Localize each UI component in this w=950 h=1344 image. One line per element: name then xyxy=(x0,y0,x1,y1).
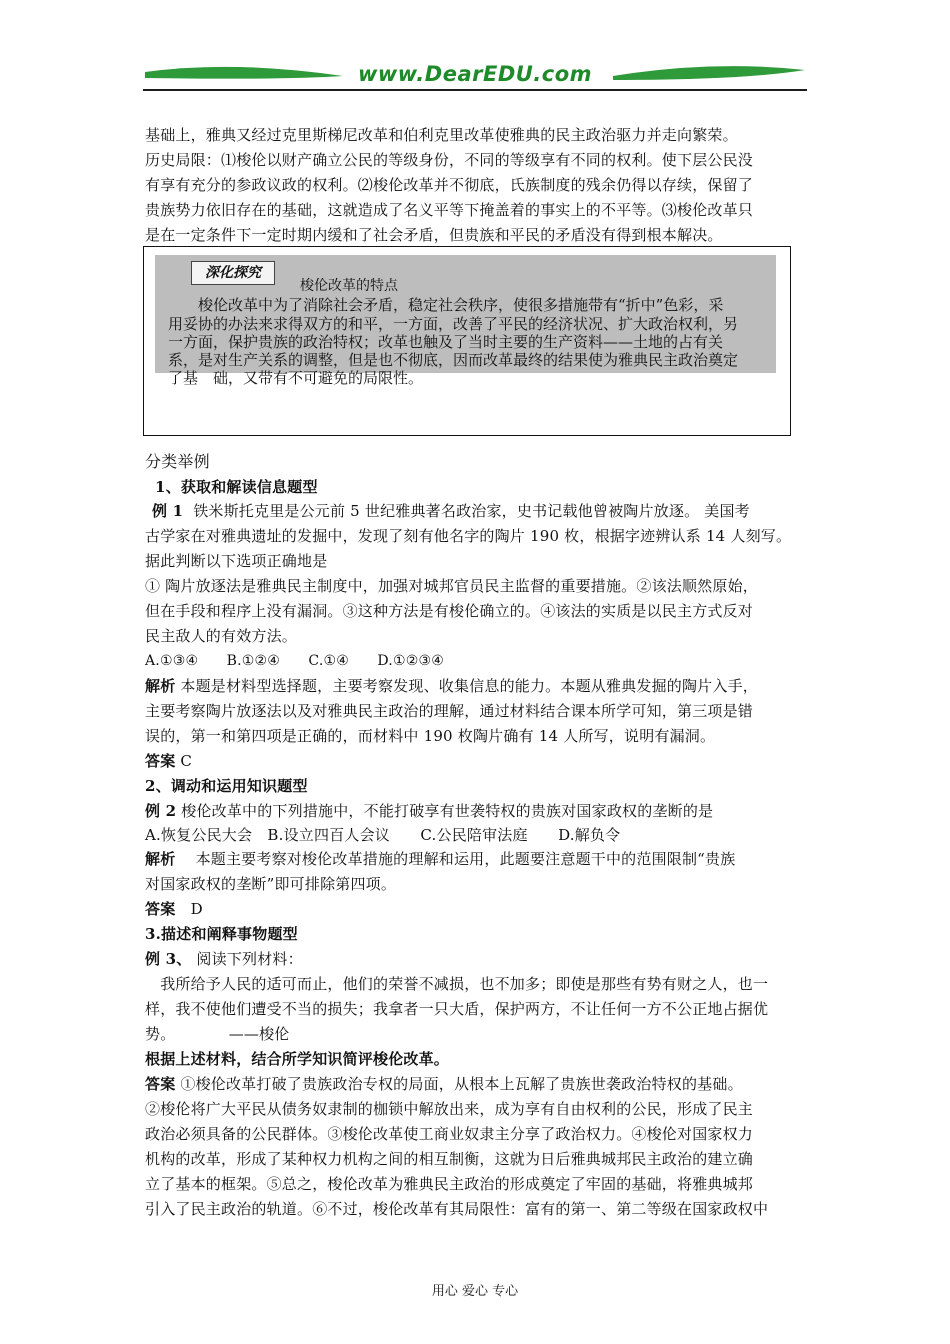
s2-analysis-line xyxy=(145,848,735,870)
s3-example-line xyxy=(145,948,303,970)
s1-example-line: ① 陶片放逐法是雅典民主制度中，加强对城邦官员民主监督的重要措施。②该法顺然原始， xyxy=(145,577,758,595)
s1-example-line: 但在手段和程序上没有漏洞。③这种方法是有梭伦确立的。④该法的实质是以民主方式反对 xyxy=(145,602,754,620)
s2-answer-line xyxy=(145,898,203,920)
s2-options: A.恢复公民大会 B.设立四百人会议 C.公民陪审法庭 D.解负令 xyxy=(145,826,621,844)
site-logo-text: www.DearEDU.com xyxy=(357,62,593,86)
header-rule xyxy=(143,89,807,91)
explore-box-line: 梭伦改革中为了消除社会矛盾，稳定社会秩序，使很多措施带有“折中”色彩，采 xyxy=(168,296,724,314)
s2-example-label: 例 2 xyxy=(145,802,177,820)
s1-analysis-line xyxy=(145,675,758,697)
explore-box xyxy=(143,246,791,436)
s1-answer-label: 答案 xyxy=(145,752,176,770)
s1-analysis-line: 主要考察陶片放逐法以及对雅典民主政治的理解，通过材料结合课本所学可知，第三项是错 xyxy=(145,702,754,720)
s1-example-text: 铁米斯托克里是公元前 5 世纪雅典著名政治家，史书记载他曾被陶片放逐。 美国考 xyxy=(193,502,750,520)
s3-answer-line: 政治必须具备的公民群体。③梭伦改革使工商业奴隶主分享了政治权力。④梭伦对国家权力 xyxy=(145,1125,754,1143)
s3-heading: 3.描述和阐释事物题型 xyxy=(145,925,298,943)
s3-quote-line: 我所给予人民的适可而止，他们的荣誉不减损，也不加多；即使是那些有势有财之人，也一 xyxy=(145,975,769,993)
explore-box-line: 系，是对生产关系的调整，但是也不彻底，因而改革最终的结果使为雅典民主政治奠定 xyxy=(168,351,739,369)
s3-answer-line: 引入了民主政治的轨道。⑥不过，梭伦改革有其局限性：富有的第一、第二等级在国家政权中 xyxy=(145,1200,769,1218)
s1-example-line xyxy=(152,500,750,522)
s1-analysis-line: 误的，第一和第四项是正确的，而材料中 190 枚陶片确有 14 人所写，说明有漏洞。 xyxy=(145,727,716,745)
intro-line: 贵族势力依旧存在的基础，这就造成了名义平等下掩盖着的事实上的不平等。⑶梭伦改革只 xyxy=(145,201,754,219)
s1-example-line: 民主敌人的有效方法。 xyxy=(145,627,298,645)
s2-analysis-text: 本题主要考察对梭伦改革措施的理解和运用，此题要注意题干中的范围限制“贵族 xyxy=(175,850,736,868)
explore-badge: 深化探究 xyxy=(191,261,275,285)
section-title: 分类举例 xyxy=(145,452,210,471)
s3-answer-label: 答案 xyxy=(145,1075,176,1093)
intro-line: 基础上，雅典又经过克里斯梯尼改革和伯利克里改革使雅典的民主政治驱力并走向繁荣。 xyxy=(145,126,738,144)
s2-example-line xyxy=(145,800,713,822)
s3-answer-text: ①梭伦改革打破了贵族政治专权的局面，从根本上瓦解了贵族世袭政治特权的基础。 xyxy=(175,1075,743,1093)
s1-answer-line xyxy=(145,750,192,772)
explore-box-line: 用妥协的办法来求得双方的和平，一方面，改善了平民的经济状况、扩大政治权利，另 xyxy=(168,315,739,333)
s1-answer-value: C xyxy=(175,752,193,770)
s3-quote-line: 样，我不使他们遭受不当的损失；我拿者一只大盾，保护两方，不让任何一方不公正地占据优 xyxy=(145,1000,769,1018)
s1-example-line: 据此判断以下选项正确地是 xyxy=(145,552,328,570)
intro-line: 历史局限：⑴梭伦以财产确立公民的等级身份，不同的等级享有不同的权利。使下层公民没 xyxy=(145,151,754,169)
s3-example-label: 例 3、 xyxy=(145,950,192,968)
s2-answer-label: 答案 xyxy=(145,900,176,918)
s2-heading: 2、调动和运用知识题型 xyxy=(145,777,308,795)
s1-analysis-label: 解析 xyxy=(145,677,176,695)
explore-box-line: 了基 础，又带有不可避免的局限性。 xyxy=(168,369,424,387)
s1-options: A.①③④ B.①②④ C.①④ D.①②③④ xyxy=(145,653,444,669)
s3-quote-line: 势。 ——梭伦 xyxy=(145,1025,290,1043)
s3-answer-line xyxy=(145,1073,743,1095)
explore-box-title: 梭伦改革的特点 xyxy=(300,278,398,294)
s2-analysis-line: 对国家政权的垄断”即可排除第四项。 xyxy=(145,875,397,893)
explore-box-line: 一方面，保护贵族的政治特权；改革也触及了当时主要的生产资料——土地的占有关 xyxy=(168,333,724,351)
s2-example-text: 梭伦改革中的下列措施中，不能打破享有世袭特权的贵族对国家政权的垄断的是 xyxy=(176,802,714,820)
s1-heading: 1、获取和解读信息题型 xyxy=(155,478,318,496)
s3-task: 根据上述材料，结合所学知识简评梭伦改革。 xyxy=(145,1050,450,1068)
page-footer: 用心 爱心 专心 xyxy=(431,1284,519,1299)
s3-answer-line: ②梭伦将广大平民从债务奴隶制的枷锁中解放出来，成为享有自由权利的公民，形成了民主 xyxy=(145,1100,754,1118)
page-header xyxy=(143,58,807,94)
intro-line: 有享有充分的参政议政的权利。⑵梭伦改革并不彻底，氏族制度的残余仍得以存续，保留了 xyxy=(145,176,754,194)
s1-example-line: 古学家在对雅典遗址的发掘中，发现了刻有他名字的陶片 190 枚，根据字迹辨认系 14 人刻写。 xyxy=(145,527,792,545)
s1-example-label: 例 1 xyxy=(152,502,184,520)
s2-answer-value: D xyxy=(175,900,203,918)
s2-analysis-label: 解析 xyxy=(145,850,176,868)
s3-example-text: 阅读下列材料： xyxy=(191,950,303,968)
s3-answer-line: 立了基本的框架。⑤总之，梭伦改革为雅典民主政治的形成奠定了牢固的基础，将雅典城邦 xyxy=(145,1175,754,1193)
intro-line: 是在一定条件下一定时期内缓和了社会矛盾，但贵族和平民的矛盾没有得到根本解决。 xyxy=(145,226,723,244)
s1-analysis-text: 本题是材料型选择题，主要考察发现、收集信息的能力。本题从雅典发掘的陶片入手， xyxy=(175,677,758,695)
s3-answer-line: 机构的改革，形成了某种权力机构之间的相互制衡，这就为日后雅典城邦民主政治的建立确 xyxy=(145,1150,754,1168)
